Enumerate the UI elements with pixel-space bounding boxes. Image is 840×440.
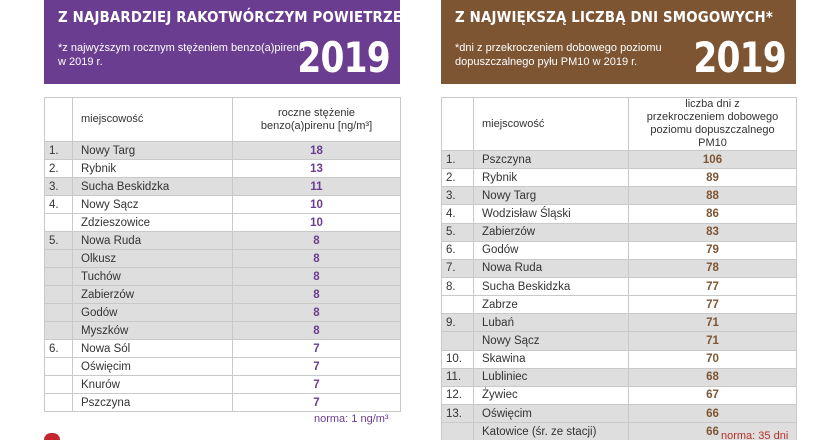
rank-cell: 2. <box>45 160 73 178</box>
rank-cell <box>442 423 474 440</box>
rank-cell: 6. <box>442 241 474 259</box>
city-cell: Tuchów <box>73 268 233 286</box>
right-header-value <box>629 98 797 151</box>
value-cell: 106 <box>629 151 797 169</box>
right-banner <box>441 0 796 84</box>
brand-logo-icon <box>44 433 60 440</box>
rank-cell: 7. <box>442 259 474 277</box>
left-table <box>44 97 401 412</box>
rank-cell: 4. <box>442 205 474 223</box>
value-cell: 7 <box>233 376 401 394</box>
value-cell: 8 <box>233 268 401 286</box>
rank-cell <box>45 214 73 232</box>
rank-cell <box>442 296 474 314</box>
value-cell: 78 <box>629 259 797 277</box>
table-row <box>45 214 401 232</box>
city-cell: Nowy Sącz <box>73 196 233 214</box>
left-norm: norma: 1 ng/m³ <box>314 413 389 425</box>
rank-cell <box>45 250 73 268</box>
city-cell: Godów <box>73 304 233 322</box>
rank-cell <box>45 268 73 286</box>
city-cell: Nowa Ruda <box>474 259 629 277</box>
value-cell: 8 <box>233 250 401 268</box>
rank-cell <box>45 394 73 412</box>
city-cell: Nowa Ruda <box>73 232 233 250</box>
city-cell: Sucha Beskidzka <box>474 277 629 295</box>
city-cell: Knurów <box>73 376 233 394</box>
right-header-value-text: liczba dni z przekroczeniem dobowego poziomu dopuszczalnego PM10 <box>646 98 779 149</box>
left-banner-year: 2019 <box>297 33 390 82</box>
value-cell: 11 <box>233 178 401 196</box>
value-cell: 10 <box>233 214 401 232</box>
city-cell: Oświęcim <box>73 358 233 376</box>
table-row <box>45 142 401 160</box>
table-row <box>45 250 401 268</box>
rank-cell: 1. <box>442 151 474 169</box>
city-cell: Nowa Sól <box>73 340 233 358</box>
value-cell: 13 <box>233 160 401 178</box>
city-cell: Godów <box>474 241 629 259</box>
rank-cell: 9. <box>442 314 474 332</box>
city-cell: Nowy Targ <box>73 142 233 160</box>
right-table-body <box>442 151 797 440</box>
value-cell: 77 <box>629 277 797 295</box>
city-cell: Pszczyna <box>474 151 629 169</box>
rank-cell: 6. <box>45 340 73 358</box>
table-row <box>45 394 401 412</box>
value-cell: 8 <box>233 322 401 340</box>
value-cell: 8 <box>233 304 401 322</box>
city-cell: Nowy Targ <box>474 187 629 205</box>
city-cell: Lubań <box>474 314 629 332</box>
table-row <box>442 205 797 223</box>
value-cell: 7 <box>233 358 401 376</box>
city-cell: Sucha Beskidzka <box>73 178 233 196</box>
left-header-value-text: roczne stężenie benzo(a)pirenu [ng/m³] <box>260 106 373 132</box>
table-row <box>45 160 401 178</box>
rank-cell <box>45 322 73 340</box>
city-cell: Wodzisław Śląski <box>474 205 629 223</box>
right-table-header <box>442 98 797 151</box>
value-cell: 77 <box>629 296 797 314</box>
right-header-city: miejscowość <box>474 98 629 151</box>
rank-cell <box>45 358 73 376</box>
city-cell: Zabrze <box>474 296 629 314</box>
rank-cell: 11. <box>442 368 474 386</box>
table-row <box>442 169 797 187</box>
left-table-body <box>45 142 401 412</box>
table-row <box>45 196 401 214</box>
table-row <box>442 241 797 259</box>
city-cell: Katowice (śr. ze stacji) <box>474 423 629 440</box>
table-row <box>45 304 401 322</box>
city-cell: Rybnik <box>474 169 629 187</box>
value-cell: 10 <box>233 196 401 214</box>
left-banner-subtitle: *z najwyższym rocznym stężeniem benzo(a)pirenu w 2019 r. <box>58 42 305 68</box>
value-cell: 89 <box>629 169 797 187</box>
table-row <box>45 286 401 304</box>
left-table-header <box>45 98 401 142</box>
city-cell: Myszków <box>73 322 233 340</box>
rank-cell <box>45 286 73 304</box>
value-cell: 7 <box>233 340 401 358</box>
table-row <box>442 187 797 205</box>
city-cell: Rybnik <box>73 160 233 178</box>
rank-cell: 2. <box>442 169 474 187</box>
value-cell: 18 <box>233 142 401 160</box>
value-cell: 8 <box>233 232 401 250</box>
rank-cell: 4. <box>45 196 73 214</box>
table-row <box>442 350 797 368</box>
left-banner <box>44 0 423 84</box>
rank-cell: 3. <box>442 187 474 205</box>
city-cell: Nowy Sącz <box>474 332 629 350</box>
city-cell: Olkusz <box>73 250 233 268</box>
left-header-value <box>233 98 401 142</box>
table-row <box>45 376 401 394</box>
table-row <box>45 358 401 376</box>
value-cell: 8 <box>233 286 401 304</box>
table-row <box>442 332 797 350</box>
value-cell: 68 <box>629 368 797 386</box>
value-cell: 70 <box>629 350 797 368</box>
table-row <box>442 151 797 169</box>
rank-cell <box>45 304 73 322</box>
rank-cell: 8. <box>442 277 474 295</box>
left-header-city: miejscowość <box>73 98 233 142</box>
table-row <box>45 178 401 196</box>
rank-cell <box>442 332 474 350</box>
value-cell: 71 <box>629 314 797 332</box>
value-cell: 7 <box>233 394 401 412</box>
city-cell: Pszczyna <box>73 394 233 412</box>
rank-cell: 13. <box>442 404 474 422</box>
rank-cell: 3. <box>45 178 73 196</box>
table-row <box>45 268 401 286</box>
right-norm: norma: 35 dni <box>721 430 789 440</box>
left-banner-title: Z NAJBARDZIEJ RAKOTWÓRCZYM POWIETRZEM* <box>58 8 423 26</box>
city-cell: Lubliniec <box>474 368 629 386</box>
table-row <box>442 314 797 332</box>
table-row <box>442 404 797 422</box>
value-cell: 66 <box>629 404 797 422</box>
value-cell: 67 <box>629 386 797 404</box>
table-row <box>45 340 401 358</box>
right-header-rank <box>442 98 474 151</box>
rank-cell: 1. <box>45 142 73 160</box>
rank-cell: 10. <box>442 350 474 368</box>
rank-cell: 5. <box>45 232 73 250</box>
right-table <box>441 97 797 440</box>
right-banner-year: 2019 <box>693 33 786 82</box>
value-cell: 86 <box>629 205 797 223</box>
city-cell: Zdzieszowice <box>73 214 233 232</box>
rank-cell <box>45 376 73 394</box>
left-panel <box>44 0 423 425</box>
value-cell: 83 <box>629 223 797 241</box>
table-row <box>442 223 797 241</box>
city-cell: Oświęcim <box>474 404 629 422</box>
value-cell: 66 <box>629 423 797 440</box>
value-cell: 71 <box>629 332 797 350</box>
table-row <box>442 277 797 295</box>
city-cell: Skawina <box>474 350 629 368</box>
city-cell: Żywiec <box>474 386 629 404</box>
table-row <box>45 232 401 250</box>
table-row <box>442 368 797 386</box>
left-header-rank <box>45 98 73 142</box>
value-cell: 88 <box>629 187 797 205</box>
table-row <box>442 259 797 277</box>
right-banner-subtitle: *dni z przekroczeniem dobowego poziomu dopuszczalnego pyłu PM10 w 2019 r. <box>455 42 662 68</box>
table-row <box>45 322 401 340</box>
table-row <box>442 386 797 404</box>
rank-cell: 12. <box>442 386 474 404</box>
rank-cell: 5. <box>442 223 474 241</box>
city-cell: Zabierzów <box>474 223 629 241</box>
value-cell: 79 <box>629 241 797 259</box>
right-banner-title: Z NAJWIĘKSZĄ LICZBĄ DNI SMOGOWYCH* <box>455 8 774 26</box>
table-row <box>442 296 797 314</box>
city-cell: Zabierzów <box>73 286 233 304</box>
